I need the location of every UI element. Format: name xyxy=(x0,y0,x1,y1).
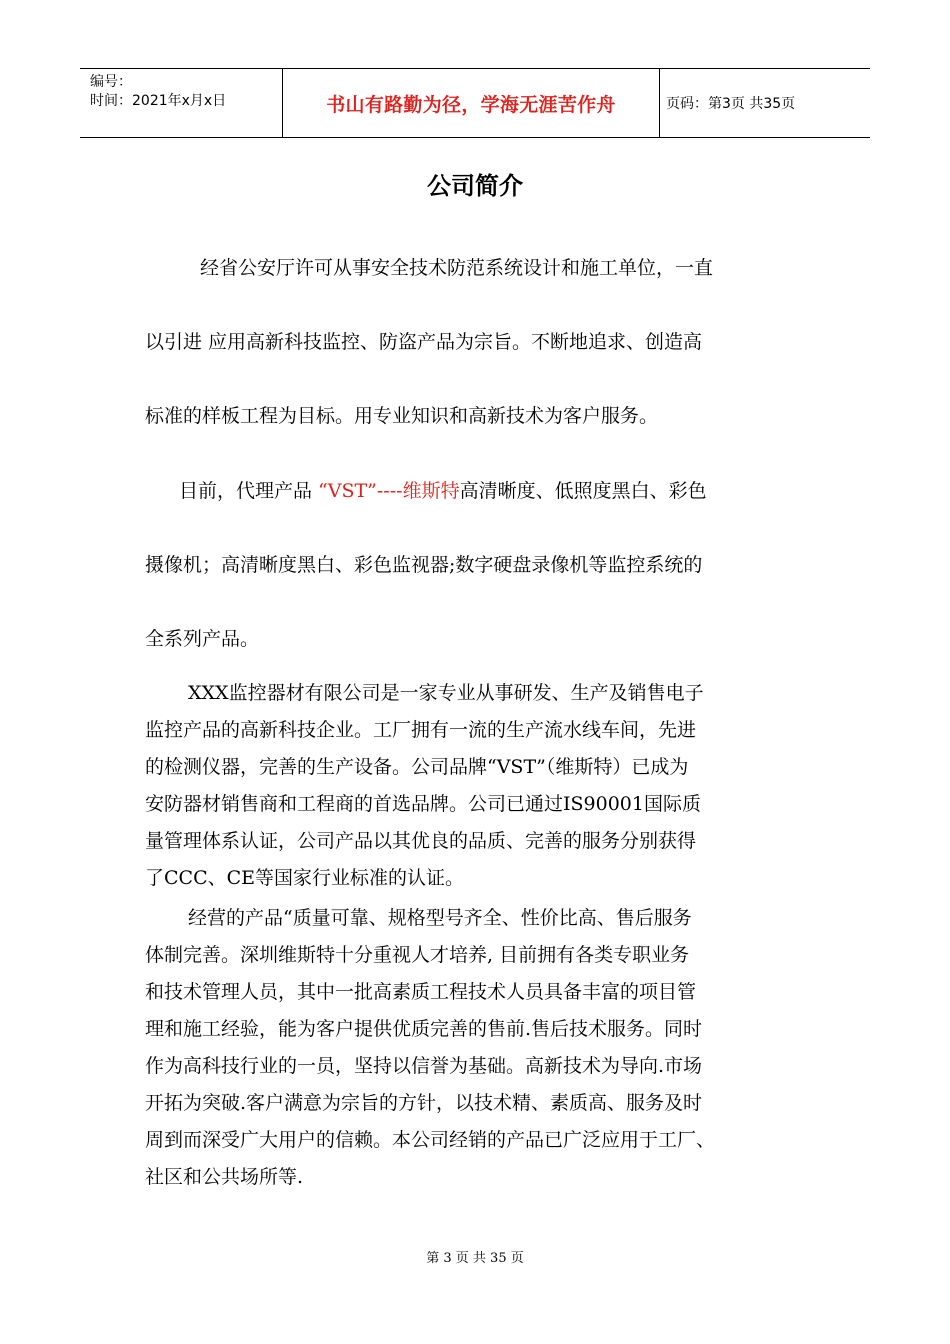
intro-line: 全系列产品。 xyxy=(145,628,260,650)
header-motto: 书山有路勤为径，学海无涯苦作舟 xyxy=(326,93,616,116)
body-line: 和技术管理人员，其中一批高素质工程技术人员具备丰富的项目管 xyxy=(145,981,697,1003)
body-line: 了CCC、CE等国家行业标准的认证。 xyxy=(145,867,465,889)
body-line: 量管理体系认证，公司产品以其优良的品质、完善的服务分别获得 xyxy=(145,830,697,852)
brand-highlight: “VST”----维斯特 xyxy=(318,480,460,502)
body-line: 作为高科技行业的一员，坚持以信誉为基础。高新技术为导向.市场 xyxy=(145,1055,703,1077)
intro-products-line xyxy=(179,479,707,503)
page-header xyxy=(80,68,870,138)
intro-line: 标准的样板工程为目标。用专业知识和高新技术为客户服务。 xyxy=(145,405,659,427)
body-line: 理和施工经验，能为客户提供优质完善的售前.售后技术服务。同时 xyxy=(145,1018,703,1040)
header-motto-cell xyxy=(282,69,660,137)
body-line: 体制完善。深圳维斯特十分重视人才培养, 目前拥有各类专职业务 xyxy=(145,944,690,966)
body-line: 监控产品的高新科技企业。工厂拥有一流的生产流水线车间，先进 xyxy=(145,719,697,741)
body-line: 社区和公共场所等. xyxy=(145,1166,304,1188)
body-line: 安防器材销售商和工程商的首选品牌。公司已通过IS90001国际质 xyxy=(145,793,701,815)
document-time-label: 时间：2021年x月x日 xyxy=(90,93,227,109)
body-line: XXX监控器材有限公司是一家专业从事研发、生产及销售电子 xyxy=(188,682,704,704)
page-title: 公司简介 xyxy=(427,172,523,200)
header-meta xyxy=(80,69,282,137)
page-footer: 第 3 页 共 35 页 xyxy=(426,1251,524,1266)
header-page-info xyxy=(660,69,870,137)
body-line: 周到而深受广大用户的信赖。本公司经销的产品已广泛应用于工厂、 xyxy=(145,1129,716,1151)
body-line: 的检测仪器，完善的生产设备。公司品牌“VST”（维斯特）已成为 xyxy=(145,756,689,778)
body-line: 开拓为突破.客户满意为宗旨的方针，以技术精、素质高、服务及时 xyxy=(145,1092,703,1114)
intro-products-suffix: 高清晰度、低照度黑白、彩色 xyxy=(459,480,707,502)
body-line: 经营的产品“质量可靠、规格型号齐全、性价比高、售后服务 xyxy=(188,907,692,929)
intro-products-prefix: 目前，代理产品 xyxy=(179,480,319,502)
intro-line: 经省公安厅许可从事安全技术防范系统设计和施工单位，一直 xyxy=(200,257,714,279)
intro-line: 摄像机；高清晰度黑白、彩色监视器;数字硬盘录像机等监控系统的 xyxy=(145,554,703,576)
intro-line: 以引进 应用高新科技监控、防盗产品为宗旨。不断地追求、创造高 xyxy=(145,331,703,353)
document-number-label: 编号： xyxy=(90,74,132,90)
page-number-label: 页码：第3页 共35页 xyxy=(666,96,796,112)
